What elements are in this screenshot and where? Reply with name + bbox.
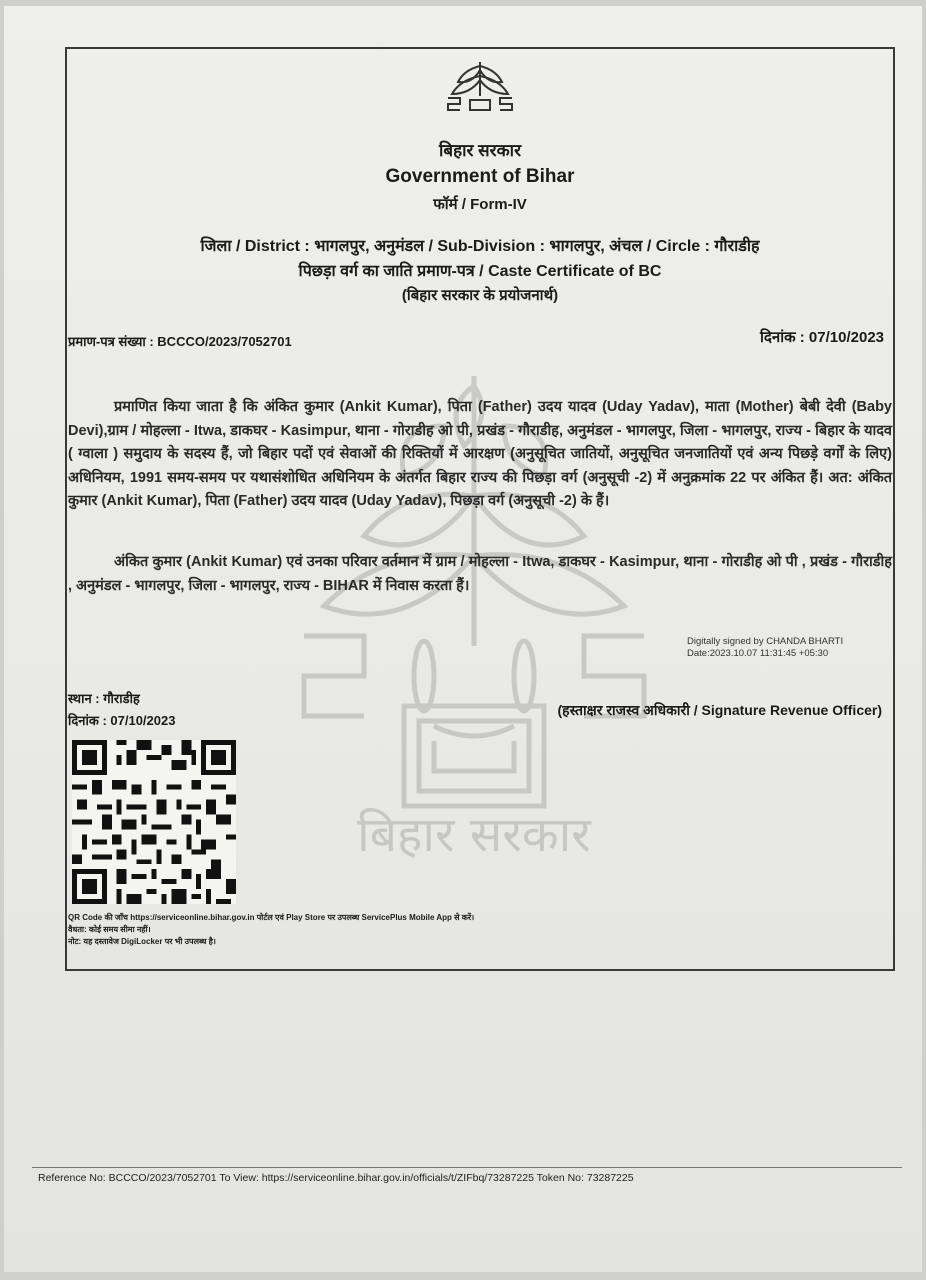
place: स्थान : गौराडीह	[68, 691, 140, 706]
reference-footer: Reference No: BCCCO/2023/7052701 To View: https://serviceonline.bihar.gov.in/officials/t/ZIFbq/73287225 Token No: 73287225	[38, 1172, 634, 1184]
issue-date: दिनांक : 07/10/2023	[760, 329, 884, 346]
digital-signature	[687, 636, 843, 660]
certificate-title: पिछड़ा वर्ग का जाति प्रमाण-पत्र / Caste Certificate of BC	[298, 263, 662, 280]
signature-date: दिनांक : 07/10/2023	[68, 713, 176, 728]
footer-divider	[32, 1167, 902, 1168]
watermark-text: बिहार सरकार	[357, 807, 591, 863]
officer-signature-label: (हस्ताक्षर राजस्व अधिकारी / Signature Revenue Officer)	[557, 702, 882, 718]
certificate-number: प्रमाण-पत्र संख्या : BCCCO/2023/7052701	[68, 334, 292, 349]
district-line: जिला / District : भागलपुर, अनुमंडल / Sub-Division : भागलपुर, अंचल / Circle : गौराडीह	[200, 238, 760, 255]
digilocker-note: नोट: यह दस्तावेज DigiLocker पर भी उपलब्ध है।	[68, 937, 216, 946]
govt-title-hindi: बिहार सरकार	[438, 141, 522, 160]
digital-signature-date: Date:2023.10.07 11:31:45 +05:30	[687, 648, 829, 659]
certificate-body-paragraph: प्रमाणित किया जाता है कि अंकित कुमार (Ankit Kumar), पिता (Father) उदय यादव (Uday Yadav), माता (Mother) बेबी देवी (Baby Devi),ग्राम / मोहल्ला - Itwa, डाकघर - Kasimpur, थाना - गोराडीह ओ पी, प्रखंड - गौराडीह, अनुमंडल - भागलपुर, जिला - भागलपुर, राज्य - बिहार के यादव ( ग्वाला ) समुदाय के सदस्य हैं, जो बिहार पदों एवं सेवाओं की रिक्तियों में आरक्षण (अनुसूचित जातियों, अनुसूचित जनजातियों एवं अन्य पिछड़े वर्गों के लिए) अधिनियम, 1991 समय-समय पर यथासंशोधित अधिनियम के अंतर्गत बिहार राज्य की पिछड़ा वर्ग (अनुसूची -2) में अनुक्रमांक 22 पर अंकित हैं। अत: अंकित कुमार (Ankit Kumar), पिता (Father) उदय यादव (Uday Yadav), पिछड़ा वर्ग (अनुसूची -2) के हैं।	[68, 399, 892, 509]
qr-code[interactable]	[72, 740, 236, 904]
qr-verification-note: QR Code की जाँच https://serviceonline.bihar.gov.in पोर्टल एवं Play Store पर उपलब्ध ServicePlus Mobile App से करें।	[68, 913, 475, 922]
bihar-emblem-icon	[442, 58, 518, 114]
digital-signature-signer: Digitally signed by CHANDA BHARTI	[687, 636, 844, 647]
residence-paragraph: अंकित कुमार (Ankit Kumar) एवं उनका परिवार वर्तमान में ग्राम / मोहल्ला - Itwa, डाकघर - Kasimpur, थाना - गोराडीह ओ पी , प्रखंड - गौराडीह , अनुमंडल - भागलपुर, जिला - भागलपुर, राज्य - BIHAR में निवास करता हैं।	[68, 554, 892, 594]
certificate-sheet	[4, 6, 922, 1272]
validity-note: वैधता: कोई समय सीमा नहीं।	[68, 925, 151, 934]
govt-title-english: Government of Bihar	[385, 166, 575, 187]
notes-block	[68, 912, 474, 948]
certificate-purpose: (बिहार सरकार के प्रयोजनार्थ)	[401, 287, 559, 304]
form-number: फॉर्म / Form-IV	[433, 196, 527, 213]
